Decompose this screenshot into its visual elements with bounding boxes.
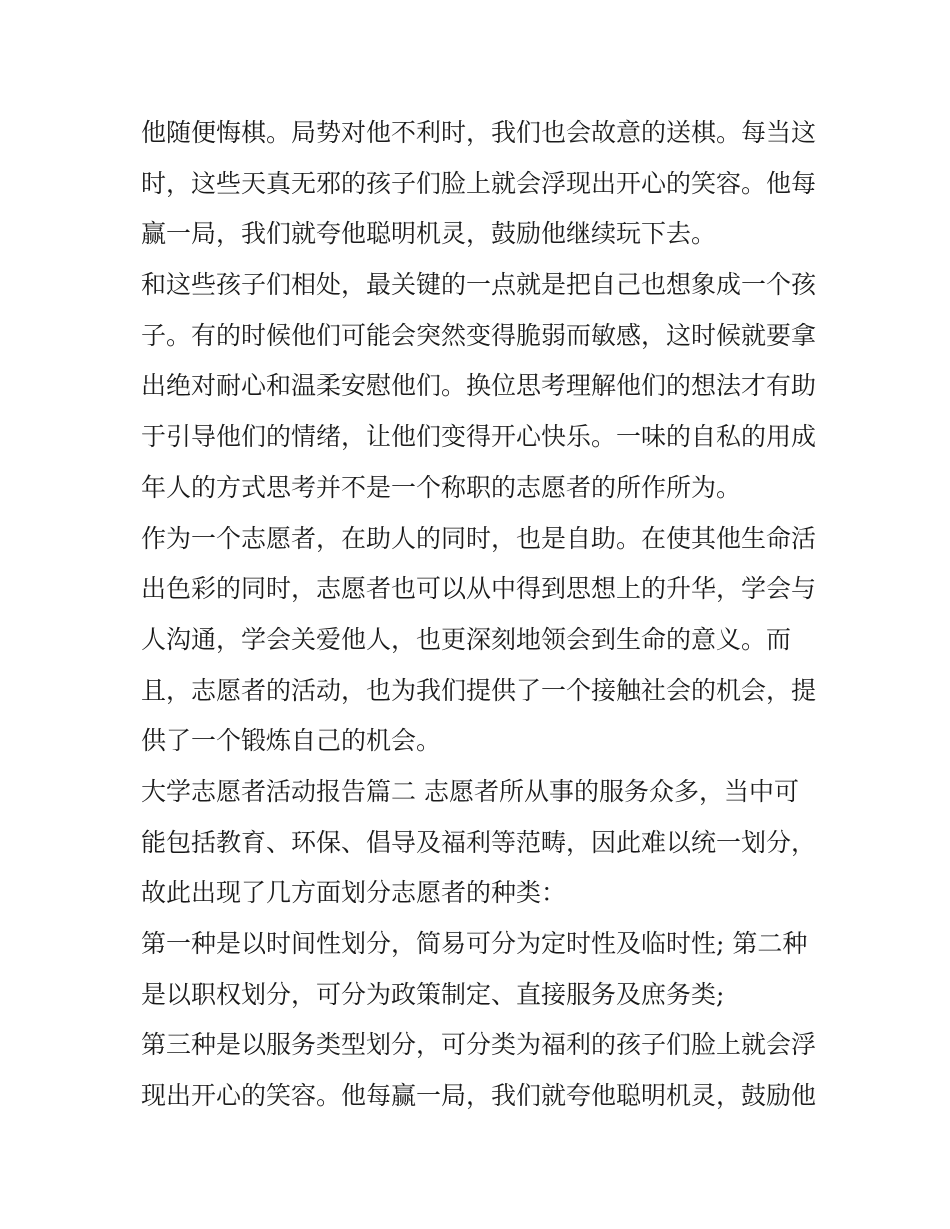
- text-line: 和这些孩子们相处，最关键的一点就是把自己也想象成一个孩: [141, 270, 817, 300]
- text-line: 第一种是以时间性划分，简易可分为定时性及临时性; 第二种: [141, 929, 808, 958]
- text-line: 人沟通，学会关爱他人，也更深刻地领会到生命的意义。而: [141, 624, 792, 654]
- text-line: 现出开心的笑容。他每赢一局，我们就夸他聪明机灵，鼓励他: [141, 1081, 817, 1111]
- body-text: [141, 108, 821, 1122]
- text-line: 赢一局，我们就夸他聪明机灵，鼓励他继续玩下去。: [141, 219, 717, 249]
- text-line: 供了一个锻炼自己的机会。: [141, 726, 442, 756]
- text-line: 能包括教育、环保、倡导及福利等范畴，因此难以统一划分，: [141, 827, 817, 857]
- text-line: 大学志愿者活动报告篇二 志愿者所从事的服务众多，当中可: [141, 776, 799, 806]
- text-line: 时，这些天真无邪的孩子们脸上就会浮现出开心的笑容。他每: [141, 168, 817, 198]
- text-line: 出色彩的同时，志愿者也可以从中得到思想上的升华，学会与: [141, 574, 817, 604]
- text-line: 他随便悔棋。局势对他不利时，我们也会故意的送棋。每当这: [141, 118, 817, 147]
- text-line: 故此出现了几方面划分志愿者的种类：: [141, 878, 567, 908]
- text-line: 第三种是以服务类型划分，可分类为福利的孩子们脸上就会浮: [141, 1030, 817, 1060]
- text-line: 且，志愿者的活动，也为我们提供了一个接触社会的机会，提: [141, 675, 817, 705]
- text-line: 作为一个志愿者，在助人的同时，也是自助。在使其他生命活: [141, 523, 817, 553]
- text-line: 年人的方式思考并不是一个称职的志愿者的所作所为。: [141, 472, 742, 502]
- text-line: 于引导他们的情绪，让他们变得开心快乐。一味的自私的用成: [141, 422, 817, 452]
- text-line: 是以职权划分，可分为政策制定、直接服务及庶务类;: [141, 979, 725, 1009]
- text-line: 出绝对耐心和温柔安慰他们。换位思考理解他们的想法才有助: [141, 371, 817, 401]
- text-line: 子。有的时候他们可能会突然变得脆弱而敏感，这时候就要拿: [141, 320, 817, 350]
